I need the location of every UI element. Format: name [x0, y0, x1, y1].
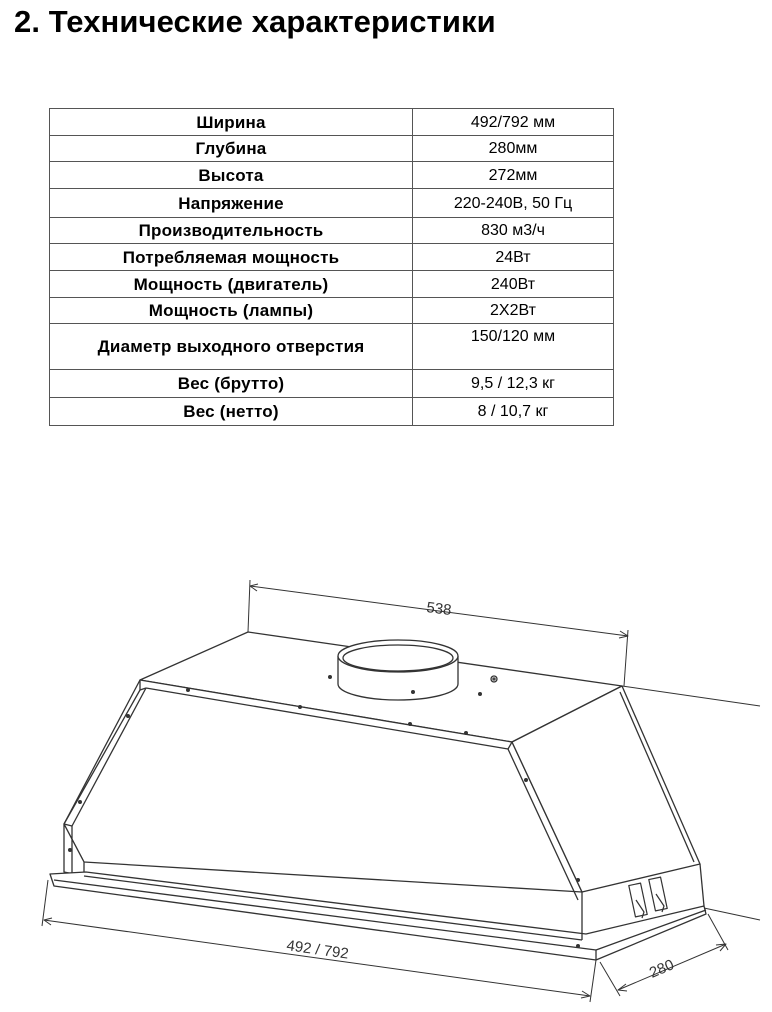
- dimension-label-depth: 280: [646, 956, 677, 982]
- spec-name-lamp-power: Мощность (лампы): [50, 298, 413, 324]
- table-row: [50, 370, 614, 398]
- table-row: [50, 136, 614, 162]
- spec-value-width: 492/792 мм: [413, 109, 614, 136]
- table-row: [50, 162, 614, 189]
- dimension-label-top: 538: [425, 599, 453, 620]
- spec-value-capacity: 830 м3/ч: [413, 218, 614, 244]
- spec-value-net-weight: 8 / 10,7 кг: [413, 398, 614, 426]
- table-row: [50, 271, 614, 298]
- spec-name-outlet-diameter: Диаметр выходного отверстия: [50, 324, 413, 370]
- spec-name-capacity: Производительность: [50, 218, 413, 244]
- spec-name-height: Высота: [50, 162, 413, 189]
- spec-name-gross-weight: Вес (брутто): [50, 370, 413, 398]
- spec-value-voltage: 220-240В, 50 Гц: [413, 189, 614, 218]
- table-row: [50, 298, 614, 324]
- table-row: [50, 398, 614, 426]
- spec-value-motor-power: 240Вт: [413, 271, 614, 298]
- extension-line: [622, 686, 760, 706]
- table-row: [50, 244, 614, 271]
- table-row: [50, 218, 614, 244]
- hood-drawing: [0, 560, 772, 1012]
- spec-name-depth: Глубина: [50, 136, 413, 162]
- spec-value-outlet-diameter: 150/120 мм: [413, 324, 614, 370]
- spec-value-depth: 280мм: [413, 136, 614, 162]
- spec-name-net-weight: Вес (нетто): [50, 398, 413, 426]
- spec-name-power-consumption: Потребляемая мощность: [50, 244, 413, 271]
- spec-value-lamp-power: 2X2Вт: [413, 298, 614, 324]
- spec-name-width: Ширина: [50, 109, 413, 136]
- spec-value-power-consumption: 24Вт: [413, 244, 614, 271]
- table-row: [50, 324, 614, 370]
- spec-value-gross-weight: 9,5 / 12,3 кг: [413, 370, 614, 398]
- control-switches: [629, 877, 667, 918]
- extension-line: [704, 908, 760, 920]
- table-row: [50, 109, 614, 136]
- specs-table: [49, 108, 614, 426]
- exhaust-collar: [338, 640, 458, 700]
- table-row: [50, 189, 614, 218]
- spec-name-voltage: Напряжение: [50, 189, 413, 218]
- dimension-label-width: 492 / 792: [285, 937, 350, 963]
- spec-name-motor-power: Мощность (двигатель): [50, 271, 413, 298]
- spec-value-height: 272мм: [413, 162, 614, 189]
- page-title: 2. Технические характеристики: [14, 4, 496, 39]
